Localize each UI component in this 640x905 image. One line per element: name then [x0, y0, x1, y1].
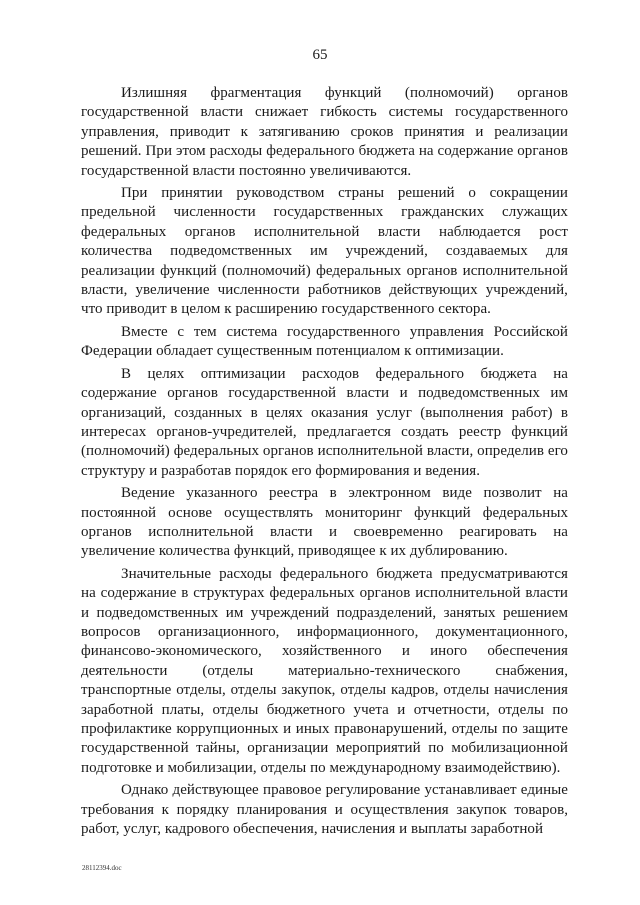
document-body — [81, 84, 568, 839]
page-number: 65 — [312, 47, 328, 63]
paragraph-support-divisions: Значительные расходы федерального бюджета предусматриваются на содержание в структурах федеральных органов исполнительной власти и подведомственных им учреждений подразделений, занятых решением вопросов организационного, информационного, документационного, финансово-экономического, хозяйственного и иного обеспечения деятельности (отделы материально-технического снабжения, транспортные отделы, отделы закупок, отделы кадров, отделы начисления заработной платы, отделы бюджетного учета и отчетности, отделы по профилактике коррупционных и иных правонарушений, отделы по защите государственной тайны, организации мероприятий по мобилизационной подготовке и мобилизации, отделы по международному взаимодействию). — [81, 565, 568, 776]
paragraph-fragmentation: Излишняя фрагментация функций (полномочий) органов государственной власти снижает гибкость системы государственного управления, приводит к затягиванию сроков принятия и реализации решений. При этом расходы федерального бюджета на содержание органов государственной власти постоянно увеличиваются. — [81, 85, 568, 179]
paragraph-legal-regulation: Однако действующее правовое регулирование устанавливает единые требования к порядку планирования и осуществления закупок товаров, работ, услуг, кадрового обеспечения, начисления и выплаты заработной — [81, 782, 568, 838]
paragraph-registry-monitoring: Ведение указанного реестра в электронном виде позволит на постоянной основе осуществлять мониторинг функций федеральных органов исполнительной власти и своевременно реагировать на увеличение количества функций, приводящее к их дублированию. — [81, 485, 568, 560]
footer-filename: 28112394.doc — [82, 864, 122, 872]
paragraph-staff-reduction: При принятии руководством страны решений о сокращении предельной численности государственных гражданских служащих федеральных органов исполнительной власти наблюдается рост количества подведомственных им учреждений, создаваемых для реализации функций (полномочий) федеральных органов исполнительной власти, увеличение численности работников действующих учреждений, что приводит в целом к расширению государственного сектора. — [81, 185, 568, 318]
paragraph-optimization-potential: Вместе с тем система государственного управления Российской Федерации обладает существенным потенциалом к оптимизации. — [81, 323, 568, 360]
paragraph-functions-registry: В целях оптимизации расходов федерального бюджета на содержание органов государственной власти и подведомственных им организаций, созданных в целях оказания услуг (выполнения работ) в интересах органов-учредителей, предлагается создать реестр функций (полномочий) федеральных органов исполнительной власти, определив его структуру и разработав порядок его формирования и ведения. — [81, 365, 568, 479]
